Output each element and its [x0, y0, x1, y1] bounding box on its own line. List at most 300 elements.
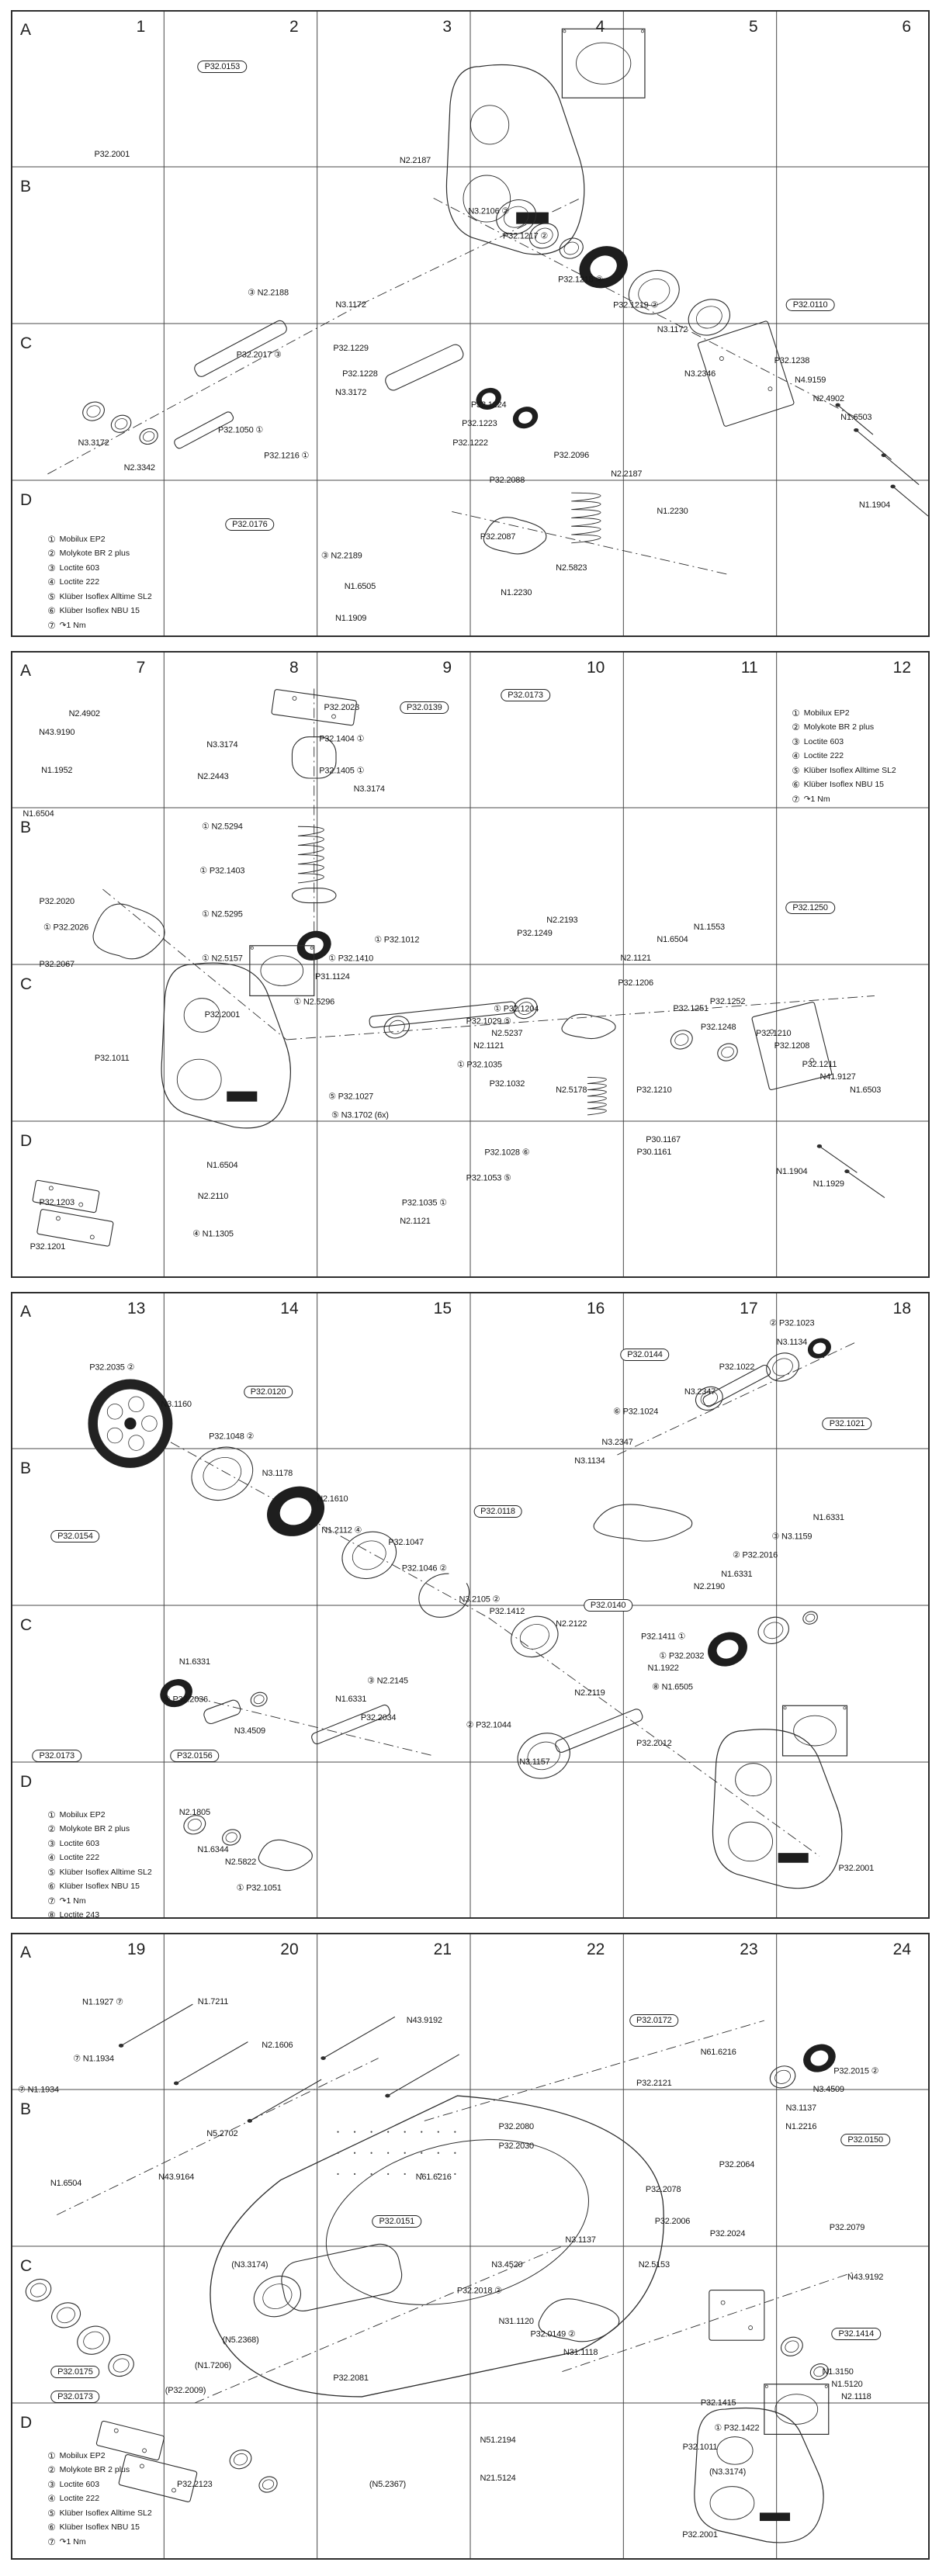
grid-col-label-7: 7 — [136, 659, 146, 677]
part-callout: ① P32.1012 — [374, 935, 420, 945]
part-callout: P32.2020 — [39, 897, 74, 907]
part-callout: ⑦ N1.1934 — [73, 2054, 114, 2064]
part-callout: P32.1035 ① — [401, 1198, 447, 1208]
part-callout: P32.2023 — [324, 702, 359, 712]
part-callout: ① P32.1035 — [456, 1060, 502, 1070]
part-callout: ④ N1.1305 — [192, 1229, 234, 1239]
legend-item-label: Loctite 603 — [803, 736, 844, 746]
assembly-callout: P32.1021 — [823, 1418, 872, 1430]
legend-item-label: 1 Nm — [66, 2536, 86, 2547]
part-callout: N1.1922 — [647, 1663, 679, 1673]
assembly-callout: P32.0173 — [32, 1750, 81, 1762]
part-callout: N3.2346 — [684, 369, 716, 379]
part-callout: P32.1201 — [29, 1241, 66, 1252]
legend-item-label: Klüber Isoflex NBU 15 — [59, 606, 140, 616]
part-callout: N1.1929 — [813, 1179, 844, 1189]
part-callout: N61.6216 — [700, 2047, 736, 2057]
part-callout: P32.2079 — [829, 2222, 865, 2232]
part-callout: P32.1219 ② — [613, 300, 659, 310]
part-callout: P32.1047 — [388, 1538, 424, 1548]
part-callout: P32.1011 — [94, 1054, 130, 1064]
assembly-callout: P32.0173 — [501, 689, 550, 701]
part-callout: P32.1217 ② — [503, 231, 549, 241]
legend-item-label: Loctite 603 — [59, 1838, 100, 1848]
part-callout: N1.5120 — [831, 2379, 863, 2389]
part-callout: N2.1606 — [262, 2041, 293, 2051]
grid-col-label-14: 14 — [280, 1300, 299, 1317]
lubricant-legend — [47, 534, 151, 635]
part-callout: ① P32.1410 — [328, 954, 374, 964]
part-callout: P32.2035 ② — [89, 1362, 135, 1373]
grid-col-label-6: 6 — [902, 18, 911, 36]
part-callout: N2.5178 — [556, 1085, 587, 1095]
part-callout: N1.6504 — [23, 809, 54, 819]
grid-row-label-D: D — [20, 491, 33, 509]
part-callout: P32.2030 — [498, 2141, 534, 2151]
part-callout: ① P32.1403 — [199, 866, 245, 876]
part-callout: N2.4902 — [68, 708, 100, 718]
part-callout: N1.6504 — [50, 2179, 82, 2189]
legend-item-number: ⑦ — [47, 2537, 56, 2547]
grid-row-label-C: C — [20, 2257, 33, 2275]
part-callout: P32.1405 ① — [319, 766, 365, 776]
grid-col-label-19: 19 — [126, 1941, 146, 1958]
grid-col-label-16: 16 — [586, 1300, 605, 1317]
part-callout: N3.1160 — [161, 1400, 192, 1410]
part-callout: N2.1121 — [473, 1041, 504, 1051]
grid-row-label-A: A — [20, 1944, 32, 1961]
grid-row-label-A: A — [20, 662, 32, 680]
part-callout: N2.4902 — [813, 393, 844, 403]
part-callout: N2.2193 — [546, 916, 578, 926]
torque-arc-icon: ↷ — [59, 2536, 67, 2547]
part-callout: P32.1032 — [489, 1079, 525, 1089]
legend-item — [47, 576, 151, 587]
legend-item-label: Loctite 222 — [59, 1853, 100, 1863]
part-callout: P32.1412 — [489, 1607, 525, 1617]
part-callout: P32.1404 ① — [319, 734, 365, 744]
part-callout: ① N2.5294 — [201, 822, 243, 832]
legend-item — [47, 620, 151, 631]
assembly-callout: P32.0110 — [786, 299, 835, 311]
part-callout: N21.5124 — [480, 2473, 516, 2483]
part-callout: N2.2443 — [197, 771, 229, 781]
part-callout: N1.6331 — [813, 1512, 844, 1522]
part-callout: (N5.2367) — [369, 2480, 406, 2490]
grid-col-label-21: 21 — [433, 1941, 452, 1958]
assembly-callout: P32.1414 — [832, 2328, 882, 2340]
panel-4 — [0, 1929, 939, 2564]
part-callout: N3.4520 — [491, 2260, 523, 2270]
legend-item-label: Klüber Isoflex NBU 15 — [59, 1882, 140, 1892]
legend-item-number: ① — [47, 2451, 56, 2461]
part-callout: P32.1206 — [618, 978, 653, 989]
legend-item-label: Molykote BR 2 plus — [59, 2465, 130, 2475]
part-callout: N3.2347 — [684, 1387, 716, 1397]
legend-item — [47, 563, 151, 573]
legend-item-number: ⑤ — [47, 592, 56, 602]
part-callout: P32.2001 — [682, 2529, 718, 2540]
part-callout: P32.2096 — [553, 450, 589, 460]
part-callout: P32.2017 ③ — [236, 350, 282, 360]
part-callout: N43.9164 — [158, 2173, 195, 2183]
legend-item — [47, 2493, 151, 2504]
legend-item — [47, 1909, 151, 1920]
part-callout: N1.6505 — [344, 582, 376, 592]
grid-col-label-3: 3 — [442, 18, 452, 36]
part-callout: ① P32.1051 — [236, 1883, 282, 1893]
part-callout: N2.2110 — [197, 1191, 229, 1201]
grid-col-label-12: 12 — [892, 659, 911, 677]
part-callout: P32.2024 — [709, 2228, 746, 2238]
part-callout: N61.6216 — [415, 2173, 452, 2183]
part-callout: P32.1211 — [802, 1060, 837, 1070]
part-callout: P32.1251 — [673, 1003, 709, 1013]
legend-item-label: 1 Nm — [66, 620, 86, 630]
legend-item — [792, 750, 896, 761]
part-callout: ③ N2.2145 — [367, 1676, 408, 1686]
assembly-callout: P32.0120 — [244, 1386, 293, 1398]
part-callout: P32.2018 ② — [456, 2286, 502, 2296]
grid-row-label-C: C — [20, 1616, 33, 1634]
part-callout: P32.1222 — [452, 438, 488, 448]
legend-item-label: Loctite 243 — [59, 1910, 100, 1920]
part-callout: P32.1046 ② — [401, 1563, 447, 1574]
torque-arc-icon: ↷ — [803, 794, 811, 804]
part-callout: N1.6503 — [850, 1085, 882, 1095]
part-callout: N3.1172 — [335, 299, 366, 310]
part-callout: ① N2.5157 — [201, 954, 243, 964]
legend-item — [47, 1896, 151, 1906]
part-callout: N2.1118 — [840, 2391, 871, 2401]
part-callout: ① P32.2032 — [659, 1651, 705, 1661]
grid-row-label-B: B — [20, 2100, 32, 2118]
part-callout: ① P32.2026 — [43, 923, 89, 933]
assembly-callout: P32.0154 — [50, 1530, 100, 1542]
part-callout: P32.1224 — [470, 400, 507, 410]
part-callout: P32.0149 ② — [530, 2329, 576, 2339]
part-callout: N2.1121 — [620, 953, 651, 963]
part-callout: ⑦ N1.1934 — [18, 2085, 59, 2095]
part-callout: N43.9192 — [847, 2273, 884, 2283]
legend-item — [47, 1838, 151, 1849]
grid-row-label-B: B — [20, 1459, 32, 1477]
assembly-callout: P32.0118 — [473, 1505, 522, 1518]
legend-item — [47, 2464, 151, 2475]
grid-col-label-17: 17 — [740, 1300, 758, 1317]
part-callout: N2.5153 — [638, 2260, 670, 2270]
legend-item — [792, 722, 896, 732]
part-callout: P32.2064 — [719, 2159, 755, 2169]
part-callout: P32.2012 — [636, 1738, 672, 1748]
part-callout: ③ N3.1159 — [771, 1532, 813, 1542]
part-callout: P32.2067 — [39, 960, 74, 969]
part-callout: ① P32.1422 — [714, 2423, 760, 2433]
part-callout: ⑤ N3.1702 (6x) — [331, 1110, 389, 1120]
part-callout: N3.3174 — [206, 740, 238, 750]
part-callout: P31.1124 — [315, 972, 350, 982]
part-callout: N5.2702 — [206, 2128, 238, 2138]
part-callout: P32.2121 — [636, 2078, 672, 2088]
part-callout: P32.1252 — [709, 997, 746, 1007]
part-callout: P32.2088 — [489, 476, 525, 485]
legend-item-number: ① — [47, 535, 56, 545]
legend-item-label: Molykote BR 2 plus — [803, 722, 875, 732]
part-callout: N1.3150 — [822, 2367, 854, 2377]
legend-item — [47, 2522, 151, 2533]
grid-col-label-1: 1 — [136, 18, 146, 36]
part-callout: P32.2001 — [838, 1864, 875, 1874]
part-callout: P32.2001 — [204, 1009, 241, 1020]
part-callout: N2.3342 — [123, 462, 155, 473]
assembly-callout: P32.0139 — [400, 701, 449, 714]
assembly-callout: P32.0150 — [840, 2134, 890, 2146]
legend-item-label: Loctite 222 — [59, 577, 100, 587]
part-callout: ① N2.5295 — [201, 909, 243, 919]
part-callout: N1.1904 — [776, 1166, 808, 1176]
panel-3 — [0, 1288, 939, 1923]
part-callout: N1.1927 ⑦ — [82, 1997, 123, 2007]
legend-item-label: 1 Nm — [66, 1896, 86, 1906]
part-callout: (N1.7206) — [194, 2360, 232, 2370]
part-callout: N2.5237 — [491, 1028, 523, 1038]
legend-item-number: ⑤ — [792, 766, 800, 776]
legend-item-label: Klüber Isoflex NBU 15 — [803, 780, 885, 790]
part-callout: N1.6503 — [840, 413, 872, 423]
part-callout: P32.2034 — [360, 1713, 397, 1723]
part-callout: N43.9190 — [39, 728, 75, 738]
part-callout: P30.1161 — [636, 1148, 672, 1158]
part-callout: N3.3172 — [334, 387, 367, 397]
legend-item-number: ① — [792, 708, 800, 718]
part-callout: N1.2230 — [501, 588, 532, 598]
part-callout: P32.2006 — [654, 2216, 691, 2226]
grid-col-label-11: 11 — [740, 659, 758, 677]
grid-col-label-13: 13 — [126, 1300, 146, 1317]
legend-item — [47, 1852, 151, 1863]
part-callout: ② P32.2016 — [733, 1550, 778, 1560]
assembly-callout: P32.1250 — [785, 902, 835, 914]
grid-col-label-18: 18 — [892, 1300, 911, 1317]
legend-item — [47, 1823, 151, 1834]
legend-item-label: Klüber Isoflex Alltime SL2 — [803, 765, 896, 775]
legend-item-number: ⑥ — [47, 2523, 56, 2533]
legend-item-number: ③ — [47, 1839, 56, 1849]
part-callout: N3.1134 — [574, 1456, 605, 1466]
legend-item — [47, 1867, 151, 1878]
part-callout: ② P32.2036 — [162, 1695, 208, 1705]
grid-col-label-8: 8 — [289, 659, 299, 677]
part-callout: P32.1223 — [462, 419, 497, 429]
part-callout: N31.1118 — [563, 2348, 598, 2358]
part-callout: ⑤ P32.1027 — [328, 1092, 374, 1102]
lubricant-legend — [792, 708, 896, 808]
grid-row-label-B: B — [20, 178, 32, 196]
part-callout: N1.1553 — [693, 922, 725, 932]
part-callout: ② P32.1023 — [769, 1318, 815, 1328]
grid-row-label-A: A — [20, 1303, 32, 1321]
part-callout: N1.2112 ④ — [321, 1525, 362, 1536]
legend-item-number: ③ — [792, 737, 800, 747]
part-callout: (N3.3174) — [231, 2260, 269, 2270]
part-callout: N2.2122 — [556, 1619, 587, 1629]
grid-col-label-9: 9 — [442, 659, 452, 677]
legend-item-number: ④ — [47, 2495, 56, 2505]
grid-col-label-5: 5 — [748, 18, 758, 36]
grid-row-label-A: A — [20, 21, 32, 39]
part-callout: N1.6331 — [721, 1569, 753, 1579]
legend-item — [47, 591, 151, 602]
grid-row-label-D: D — [20, 2414, 33, 2432]
legend-item — [47, 534, 151, 545]
legend-item-number: ⑥ — [792, 781, 800, 791]
part-callout: N1.7211 — [197, 1996, 229, 2006]
part-callout: N1.6504 — [657, 934, 688, 944]
legend-item-number: ④ — [792, 752, 800, 762]
part-callout: ⑧ N1.6505 — [652, 1682, 693, 1692]
part-callout: N1.6331 — [334, 1695, 367, 1705]
part-callout: N3.4509 — [813, 2085, 844, 2094]
grid-row-label-D: D — [20, 1132, 33, 1150]
assembly-callout: P32.0156 — [170, 1750, 220, 1762]
part-callout: N2.5823 — [556, 563, 587, 573]
part-callout: ③ N2.2189 — [321, 551, 362, 561]
part-callout: P32.1210 — [636, 1085, 672, 1095]
legend-item — [792, 736, 896, 747]
legend-item-number: ⑦ — [47, 1896, 56, 1906]
part-callout: P32.1218 ② — [558, 275, 604, 285]
legend-item — [47, 2450, 151, 2461]
legend-item-label: 1 Nm — [810, 794, 830, 804]
part-callout: N2.1610 — [317, 1494, 348, 1504]
part-callout: N3.3172 — [78, 438, 109, 448]
legend-item-label: Klüber Isoflex Alltime SL2 — [59, 591, 152, 601]
part-callout: N2.2190 — [693, 1581, 725, 1591]
part-callout: P32.1050 ① — [217, 425, 264, 435]
legend-item-label: Mobilux EP2 — [59, 1809, 106, 1819]
legend-item-label: Klüber Isoflex Alltime SL2 — [59, 1867, 152, 1877]
part-callout: P32.2081 — [333, 2373, 369, 2383]
assembly-callout: P32.0144 — [620, 1349, 670, 1361]
grid-col-label-2: 2 — [289, 18, 299, 36]
part-callout: N3.1134 — [776, 1337, 808, 1347]
part-callout: N1.6344 — [197, 1845, 229, 1855]
part-callout: N1.6504 — [206, 1160, 238, 1170]
part-callout: P32.1210 — [755, 1028, 792, 1038]
legend-item-number: ② — [792, 723, 800, 733]
part-callout: N1.1909 — [334, 613, 367, 623]
legend-item-number: ② — [47, 549, 56, 559]
legend-item-number: ③ — [47, 563, 56, 573]
part-callout: N1.1904 — [858, 500, 891, 511]
assembly-callout: P32.0151 — [372, 2215, 422, 2228]
legend-item — [792, 794, 896, 805]
part-callout: N2.5822 — [224, 1858, 257, 1868]
part-callout: N3.1137 — [785, 2103, 816, 2114]
lubricant-legend — [47, 1809, 151, 1923]
legend-item-number: ② — [47, 2466, 56, 2476]
legend-item-label: Klüber Isoflex Alltime SL2 — [59, 2508, 152, 2518]
part-callout: N51.2194 — [480, 2436, 516, 2446]
part-callout: P32.1048 ② — [209, 1432, 255, 1442]
part-callout: N3.2106 ② — [468, 206, 510, 216]
torque-arc-icon: ↷ — [59, 620, 67, 630]
legend-item-label: Loctite 222 — [803, 751, 844, 761]
legend-item-label: Loctite 603 — [59, 563, 100, 573]
legend-item — [47, 1881, 151, 1892]
part-callout: P32.1022 — [719, 1362, 755, 1372]
legend-item — [47, 2536, 151, 2547]
part-callout: P32.1011 — [682, 2442, 718, 2452]
legend-item-number: ④ — [47, 578, 56, 588]
assembly-callout: P32.0172 — [629, 2014, 679, 2027]
part-callout: P32.1228 — [342, 369, 378, 379]
torque-arc-icon: ↷ — [59, 1896, 67, 1906]
legend-item-number: ② — [47, 1825, 56, 1835]
grid-col-label-20: 20 — [280, 1941, 299, 1958]
part-callout: ③ N2.2188 — [248, 288, 289, 298]
grid-col-label-23: 23 — [740, 1941, 758, 1958]
part-callout: P32.1216 ① — [264, 451, 310, 461]
part-callout: N41.9127 — [819, 1072, 856, 1082]
legend-item-label: Klüber Isoflex NBU 15 — [59, 2522, 140, 2533]
part-callout: N43.9192 — [406, 2016, 442, 2026]
lubricant-legend — [47, 2450, 151, 2551]
part-callout: P32.1208 — [774, 1041, 810, 1051]
legend-item-number: ① — [47, 1810, 56, 1820]
assembly-callout: P32.0140 — [584, 1599, 633, 1612]
panel-1 — [0, 6, 939, 641]
part-callout: N3.1178 — [262, 1469, 293, 1479]
part-callout: N3.1172 — [657, 325, 688, 335]
legend-item-number: ⑤ — [47, 2508, 56, 2519]
part-callout: N2.1121 — [400, 1217, 431, 1227]
assembly-callout: P32.0153 — [198, 61, 248, 73]
legend-item — [47, 1809, 151, 1820]
legend-item — [792, 779, 896, 790]
part-callout: N1.6331 — [178, 1657, 210, 1667]
part-callout: N3.2105 ② — [459, 1594, 501, 1605]
part-callout: N4.9159 — [794, 375, 826, 385]
grid-row-label-D: D — [20, 1773, 33, 1791]
part-callout: N3.3174 — [353, 784, 385, 794]
grid-col-label-15: 15 — [433, 1300, 452, 1317]
grid-row-label-B: B — [20, 819, 32, 836]
part-callout: P32.1053 ⑤ — [466, 1173, 511, 1183]
part-callout: N1.2216 — [785, 2122, 817, 2132]
legend-item — [47, 2479, 151, 2490]
part-callout: (N5.2368) — [222, 2335, 259, 2346]
part-callout: N2.2119 — [574, 1688, 605, 1698]
part-callout: P32.1229 — [333, 344, 369, 354]
grid-col-label-24: 24 — [892, 1941, 911, 1958]
part-callout: N2.2187 — [611, 469, 643, 479]
assembly-callout: P32.0176 — [225, 518, 275, 531]
legend-item-number: ④ — [47, 1854, 56, 1864]
legend-item-number: ⑦ — [47, 621, 56, 631]
grid-col-label-10: 10 — [586, 659, 605, 677]
part-callout: P32.1028 ⑥ — [484, 1148, 530, 1158]
part-callout: ⑥ P32.1024 — [613, 1407, 659, 1417]
part-callout: N31.1120 — [498, 2316, 534, 2326]
part-callout: ① P32.1204 — [494, 1004, 539, 1014]
part-callout: P32.1203 — [39, 1198, 74, 1208]
part-callout: P32.2123 — [177, 2480, 213, 2490]
part-callout: P32.2080 — [498, 2122, 534, 2132]
panel-2 — [0, 647, 939, 1282]
legend-item-label: Loctite 222 — [59, 2494, 100, 2504]
part-callout: (P32.2009) — [165, 2385, 206, 2395]
